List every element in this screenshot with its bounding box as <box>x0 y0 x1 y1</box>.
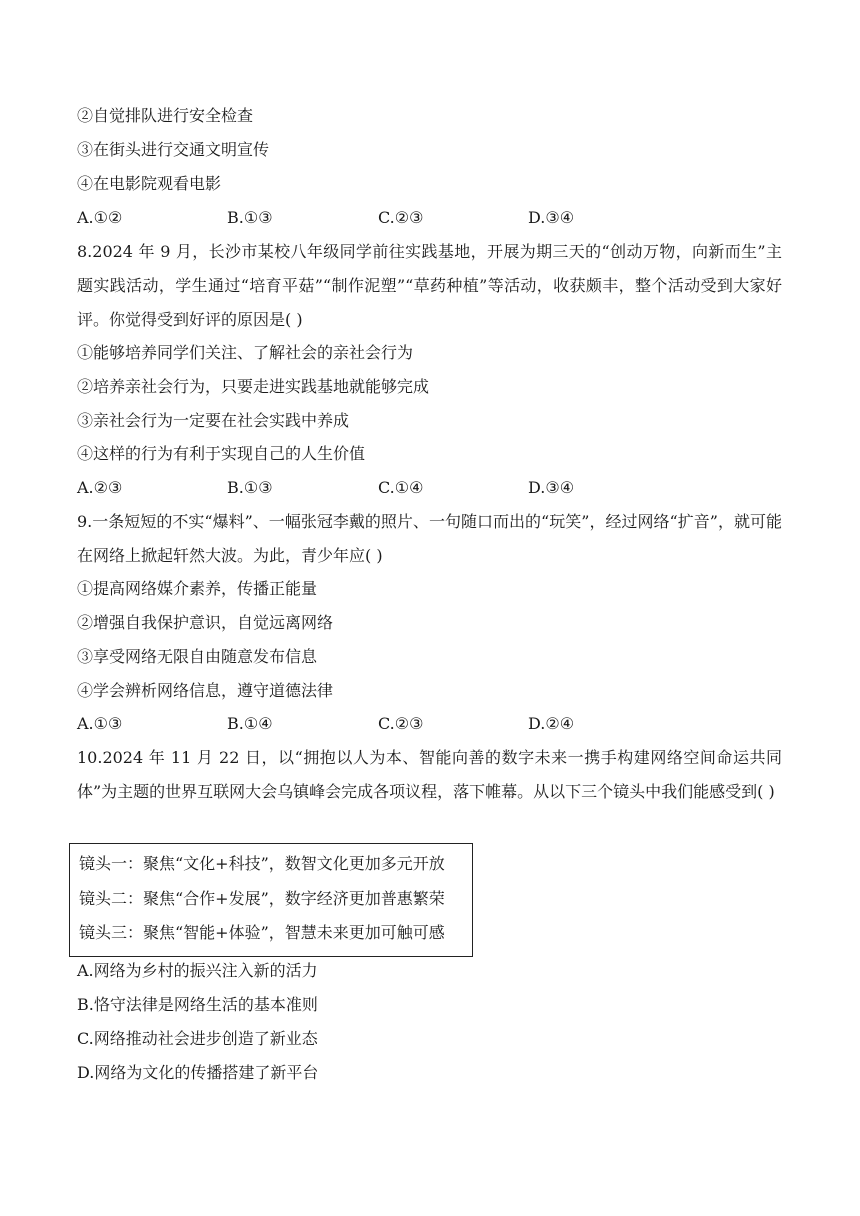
q10-scene-1: 镜头一：聚焦“文化+科技”，数智文化更加多元开放 <box>79 854 445 873</box>
q9-item-4: ④学会辨析网络信息，遵守道德法律 <box>77 681 334 700</box>
q9-item-2: ②增强自我保护意识，自觉远离网络 <box>77 613 334 632</box>
q7-option-b[interactable]: B.①③ <box>227 208 273 227</box>
q9-option-a[interactable]: A.①③ <box>77 714 123 733</box>
q10-option-c[interactable]: C.网络推动社会进步创造了新业态 <box>77 1029 318 1048</box>
q8-item-2: ②培养亲社会行为，只要走进实践基地就能够完成 <box>77 377 430 396</box>
q10-scene-2: 镜头二：聚焦“合作+发展”，数字经济更加普惠繁荣 <box>79 889 445 908</box>
q8-options <box>77 477 782 499</box>
q7-option-a[interactable]: A.①② <box>77 208 123 227</box>
q7-item-3: ③在街头进行交通文明宣传 <box>77 140 270 159</box>
q10-scene-box <box>69 843 473 957</box>
q8-item-1: ①能够培养同学们关注、了解社会的亲社会行为 <box>77 343 414 362</box>
q8-option-b[interactable]: B.①③ <box>227 478 273 497</box>
q10-option-a[interactable]: A.网络为乡村的振兴注入新的活力 <box>77 961 318 980</box>
q10-option-d[interactable]: D.网络为文化的传播搭建了新平台 <box>77 1063 319 1082</box>
q10-option-b[interactable]: B.恪守法律是网络生活的基本准则 <box>77 995 318 1014</box>
q8-item-3: ③亲社会行为一定要在社会实践中养成 <box>77 411 350 430</box>
q8-option-a[interactable]: A.②③ <box>77 478 123 497</box>
q7-option-d[interactable]: D.③④ <box>528 208 575 227</box>
q8-stem: 8.2024 年 9 月，长沙市某校八年级同学前往实践基地，开展为期三天的“创动万物，向新而生”主题实践活动，学生通过“培育平菇”“制作泥塑”“草药种植”等活动，收获颇丰，整个活动受到大家好评。你觉得受到好评的原因是( ) <box>77 242 782 329</box>
q8-option-d[interactable]: D.③④ <box>528 478 575 497</box>
q9-item-1: ①提高网络媒介素养，传播正能量 <box>77 579 318 598</box>
q7-item-2: ②自觉排队进行安全检查 <box>77 106 254 125</box>
q9-option-d[interactable]: D.②④ <box>528 714 575 733</box>
q9-option-b[interactable]: B.①④ <box>227 714 273 733</box>
q8-item-4: ④这样的行为有利于实现自己的人生价值 <box>77 444 366 463</box>
q7-item-4: ④在电影院观看电影 <box>77 174 222 193</box>
q7-option-c[interactable]: C.②③ <box>378 208 424 227</box>
q9-option-c[interactable]: C.②③ <box>378 714 424 733</box>
q10-scene-3: 镜头三：聚焦“智能+体验”，智慧未来更加可触可感 <box>79 923 445 942</box>
q8-option-c[interactable]: C.①④ <box>378 478 424 497</box>
q9-item-3: ③享受网络无限自由随意发布信息 <box>77 647 318 666</box>
q9-options <box>77 713 782 735</box>
q9-stem: 9.一条短短的不实“爆料”、一幅张冠李戴的照片、一句随口而出的“玩笑”，经过网络“扩音”，就可能在网络上掀起轩然大波。为此，青少年应( ) <box>77 512 782 565</box>
q7-options <box>77 207 782 229</box>
q10-stem: 10.2024 年 11 月 22 日，以“拥抱以人为本、智能向善的数字未来一携手构建网络空间命运共同体”为主题的世界互联网大会乌镇峰会完成各项议程，落下帷幕。从以下三个镜头中我们能感受到( ) <box>77 748 782 801</box>
